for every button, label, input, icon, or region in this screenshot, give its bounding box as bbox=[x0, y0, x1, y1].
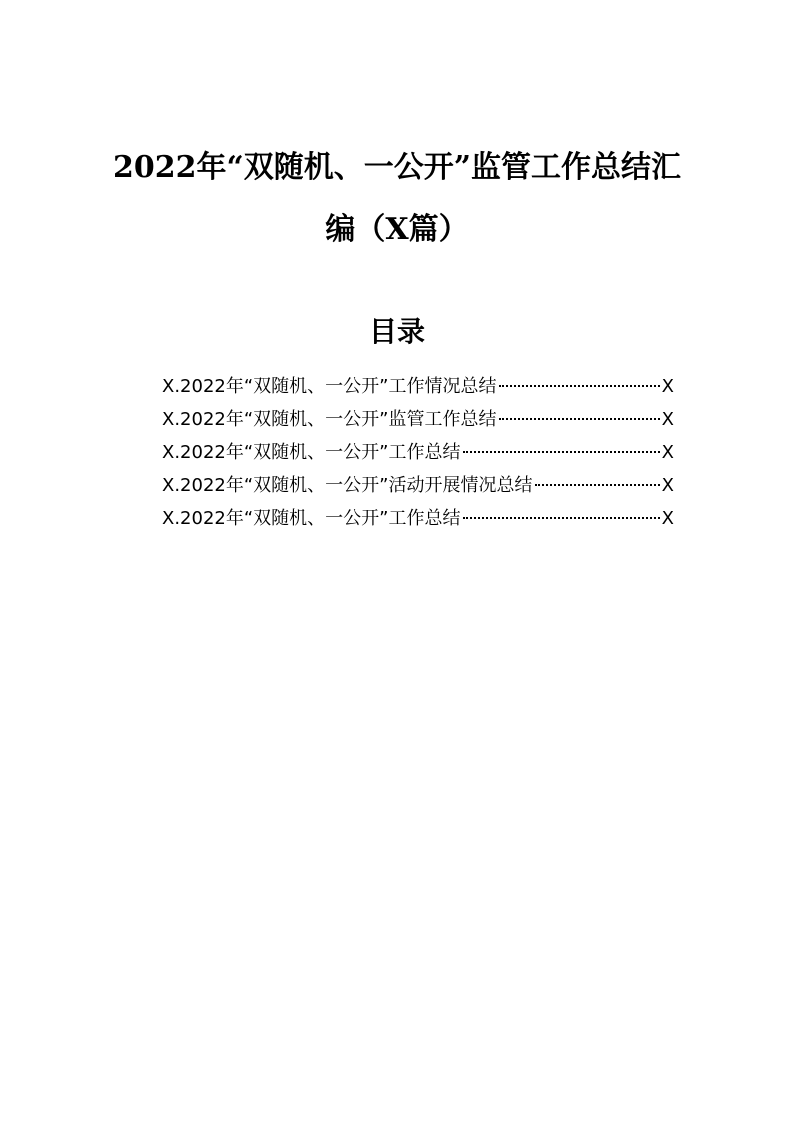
toc-entry[interactable] bbox=[162, 502, 674, 535]
toc-entry[interactable] bbox=[162, 370, 674, 403]
document-title-line-2: 编（X篇） bbox=[325, 212, 469, 247]
toc-entry-text: X.2022年“双随机、一公开”工作情况总结 bbox=[162, 376, 497, 397]
toc-entry[interactable] bbox=[162, 469, 674, 502]
toc-entry-page: X bbox=[661, 508, 674, 529]
toc-entry-page: X bbox=[661, 475, 674, 496]
toc-dot-leader bbox=[463, 517, 660, 519]
toc-entry-text: X.2022年“双随机、一公开”工作总结 bbox=[162, 442, 461, 463]
toc-entry-page: X bbox=[661, 376, 674, 397]
toc-dot-leader bbox=[499, 418, 660, 420]
toc-heading: 目录 bbox=[368, 315, 425, 348]
toc-dot-leader bbox=[535, 484, 660, 486]
toc-entry-page: X bbox=[661, 442, 674, 463]
toc-entry-text: X.2022年“双随机、一公开”监管工作总结 bbox=[162, 409, 497, 430]
toc-entry-page: X bbox=[661, 409, 674, 430]
toc-entry[interactable] bbox=[162, 403, 674, 436]
toc-dot-leader bbox=[499, 385, 660, 387]
toc-entry[interactable] bbox=[162, 436, 674, 469]
document-title-line-1: 2022年“双随机、一公开”监管工作总结汇 bbox=[112, 150, 681, 185]
toc-entry-text: X.2022年“双随机、一公开”活动开展情况总结 bbox=[162, 475, 533, 496]
table-of-contents bbox=[162, 370, 674, 535]
toc-entry-text: X.2022年“双随机、一公开”工作总结 bbox=[162, 508, 461, 529]
toc-dot-leader bbox=[463, 451, 660, 453]
